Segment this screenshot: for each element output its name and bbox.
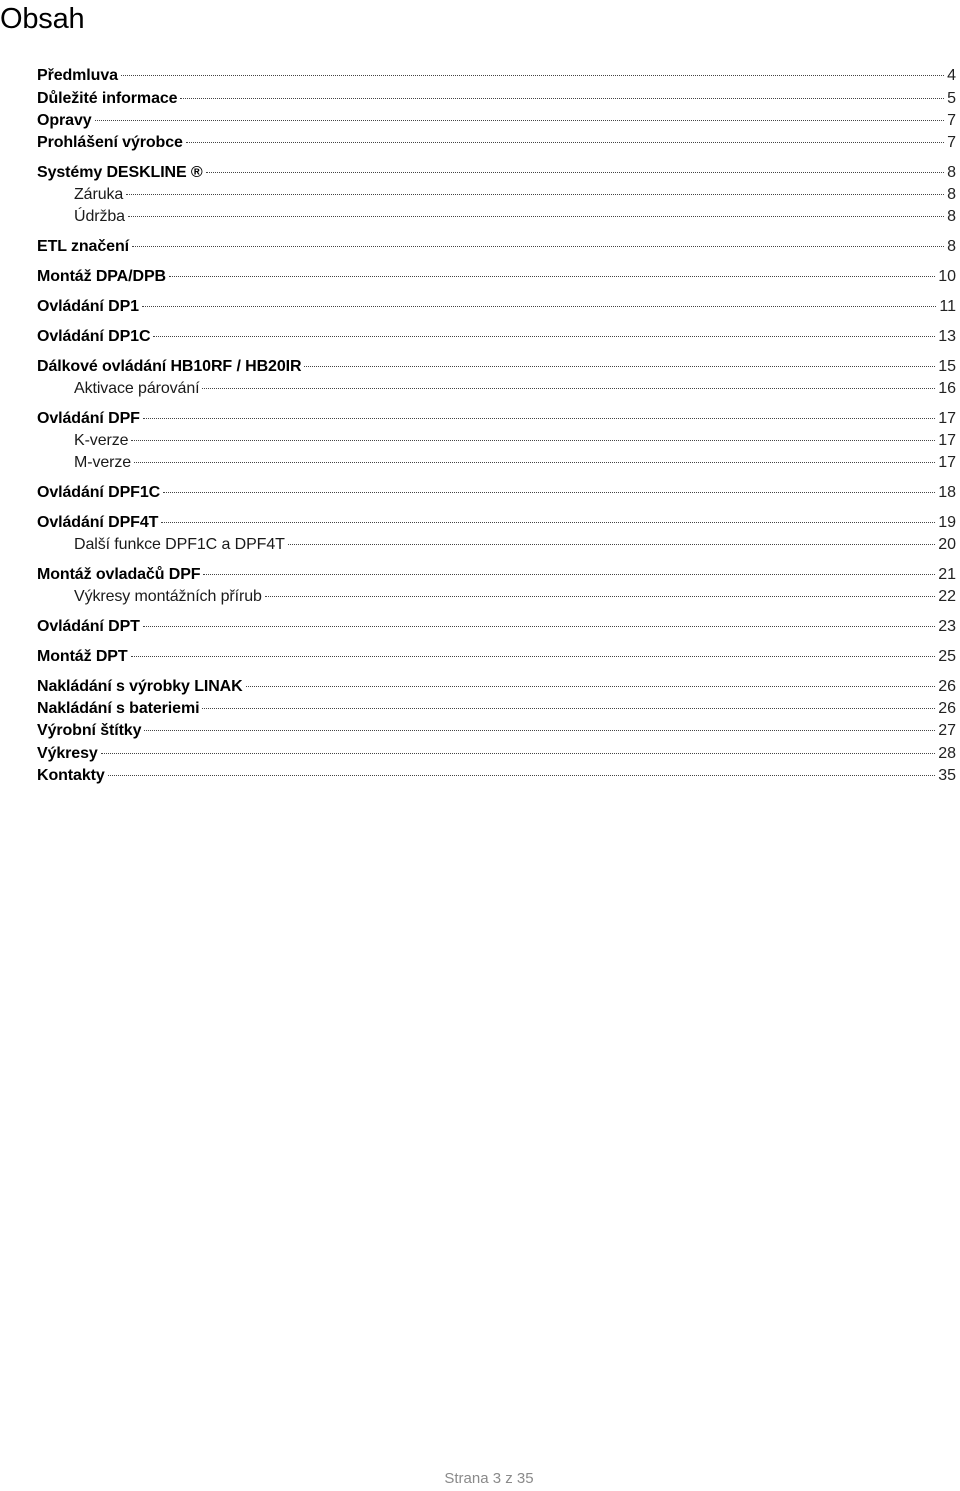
toc-entry-label: Opravy — [37, 112, 92, 129]
toc-entry[interactable] — [37, 698, 956, 720]
toc-entry-label: Ovládání DP1C — [37, 328, 151, 345]
toc-entry[interactable] — [37, 326, 956, 348]
toc-entry[interactable] — [37, 132, 956, 154]
page-footer: Strana 3 z 35 — [444, 1470, 534, 1487]
toc-entry[interactable] — [37, 65, 956, 87]
toc-entry[interactable] — [37, 616, 956, 638]
toc-subentry[interactable] — [37, 586, 956, 608]
toc-entry-page-number: 17 — [938, 454, 956, 471]
toc-entry[interactable] — [37, 88, 956, 110]
toc-entry[interactable] — [37, 765, 956, 787]
toc-entry-label: Ovládání DPT — [37, 618, 140, 635]
toc-entry-page-number: 7 — [947, 112, 956, 129]
dot-leader — [153, 336, 935, 337]
toc-entry-label: Údržba — [74, 208, 125, 225]
toc-entry[interactable] — [37, 296, 956, 318]
toc-entry-page-number: 20 — [938, 536, 956, 553]
toc-entry[interactable] — [37, 743, 956, 765]
dot-leader — [121, 75, 944, 76]
toc-entry-page-number: 4 — [947, 67, 956, 84]
toc-entry-label: Aktivace párování — [74, 380, 200, 397]
toc-entry[interactable] — [37, 408, 956, 430]
toc-subentry[interactable] — [37, 452, 956, 474]
dot-leader — [134, 462, 935, 463]
toc-entry-page-number: 21 — [938, 566, 956, 583]
toc-entry[interactable] — [37, 236, 956, 258]
dot-leader — [128, 216, 944, 217]
toc-entry-label: Nakládání s bateriemi — [37, 700, 200, 717]
toc-subentry[interactable] — [37, 430, 956, 452]
dot-leader — [131, 656, 936, 657]
dot-leader — [132, 246, 944, 247]
dot-leader — [304, 366, 935, 367]
toc-entry-page-number: 19 — [938, 514, 956, 531]
dot-leader — [131, 440, 935, 441]
toc-entry-page-number: 17 — [938, 410, 956, 427]
toc-entry-label: Ovládání DPF — [37, 410, 140, 427]
dot-leader — [126, 194, 944, 195]
dot-leader — [180, 98, 944, 99]
toc-subentry[interactable] — [37, 206, 956, 228]
toc-entry[interactable] — [37, 110, 956, 132]
toc-entry-page-number: 26 — [938, 678, 956, 695]
dot-leader — [143, 418, 935, 419]
toc-entry-page-number: 5 — [947, 90, 956, 107]
toc-entry[interactable] — [37, 564, 956, 586]
toc-entry-page-number: 22 — [938, 588, 956, 605]
toc-entry-page-number: 23 — [938, 618, 956, 635]
toc-entry-page-number: 7 — [947, 134, 956, 151]
toc-entry-label: Dálkové ovládání HB10RF / HB20IR — [37, 358, 302, 375]
dot-leader — [108, 775, 936, 776]
toc-entry[interactable] — [37, 266, 956, 288]
toc-entry-page-number: 15 — [938, 358, 956, 375]
page-title: Obsah — [0, 3, 85, 35]
toc-entry-page-number: 17 — [938, 432, 956, 449]
dot-leader — [202, 708, 935, 709]
toc-entry-label: K-verze — [74, 432, 129, 449]
toc-entry-page-number: 8 — [947, 208, 956, 225]
toc-entry-label: Prohlášení výrobce — [37, 134, 183, 151]
toc-entry-label: Předmluva — [37, 67, 118, 84]
toc-entry[interactable] — [37, 646, 956, 668]
toc-subentry[interactable] — [37, 378, 956, 400]
toc-entry-label: Ovládání DPF4T — [37, 514, 159, 531]
dot-leader — [202, 388, 935, 389]
dot-leader — [163, 492, 935, 493]
toc-entry-label: ETL značení — [37, 238, 129, 255]
toc-entry-label: Výrobní štítky — [37, 722, 142, 739]
dot-leader — [144, 730, 935, 731]
toc-entry-label: Systémy DESKLINE ® — [37, 164, 203, 181]
toc-entry-label: Montáž DPA/DPB — [37, 268, 166, 285]
toc-entry-page-number: 8 — [947, 186, 956, 203]
dot-leader — [143, 626, 935, 627]
toc-entry-page-number: 28 — [938, 745, 956, 762]
dot-leader — [186, 142, 944, 143]
toc-entry[interactable] — [37, 356, 956, 378]
toc-subentry[interactable] — [37, 184, 956, 206]
toc-entry-page-number: 11 — [939, 298, 956, 315]
toc-entry-page-number: 27 — [938, 722, 956, 739]
toc-entry-label: Nakládání s výrobky LINAK — [37, 678, 243, 695]
dot-leader — [206, 172, 944, 173]
toc-entry-label: M-verze — [74, 454, 132, 471]
toc-entry-label: Ovládání DPF1C — [37, 484, 161, 501]
toc-entry-label: Montáž ovladačů DPF — [37, 566, 201, 583]
toc-entry-label: Kontakty — [37, 767, 105, 784]
toc-entry[interactable] — [37, 482, 956, 504]
toc-entry-page-number: 16 — [938, 380, 956, 397]
toc-entry-label: Záruka — [74, 186, 124, 203]
toc-entry-label: Montáž DPT — [37, 648, 128, 665]
toc-entry-page-number: 8 — [947, 238, 956, 255]
toc-entry-page-number: 35 — [938, 767, 956, 784]
toc-entry[interactable] — [37, 162, 956, 184]
toc-entry[interactable] — [37, 720, 956, 742]
toc-entry-page-number: 25 — [938, 648, 956, 665]
toc-entry-label: Důležité informace — [37, 90, 178, 107]
toc-entry-page-number: 13 — [938, 328, 956, 345]
toc-entry-label: Výkresy — [37, 745, 98, 762]
dot-leader — [288, 544, 935, 545]
toc-subentry[interactable] — [37, 534, 956, 556]
dot-leader — [203, 574, 935, 575]
dot-leader — [142, 306, 936, 307]
dot-leader — [161, 522, 935, 523]
toc-entry[interactable] — [37, 676, 956, 698]
toc-entry-label: Ovládání DP1 — [37, 298, 139, 315]
dot-leader — [265, 596, 935, 597]
toc-entry[interactable] — [37, 512, 956, 534]
toc-entry-label: Výkresy montážních přírub — [74, 588, 262, 605]
dot-leader — [169, 276, 935, 277]
toc-entry-page-number: 18 — [938, 484, 956, 501]
toc-entry-page-number: 8 — [947, 164, 956, 181]
dot-leader — [101, 753, 936, 754]
toc-entry-label: Další funkce DPF1C a DPF4T — [74, 536, 285, 553]
dot-leader — [95, 120, 945, 121]
toc-entry-page-number: 10 — [938, 268, 956, 285]
toc-entry-page-number: 26 — [938, 700, 956, 717]
dot-leader — [246, 686, 936, 687]
